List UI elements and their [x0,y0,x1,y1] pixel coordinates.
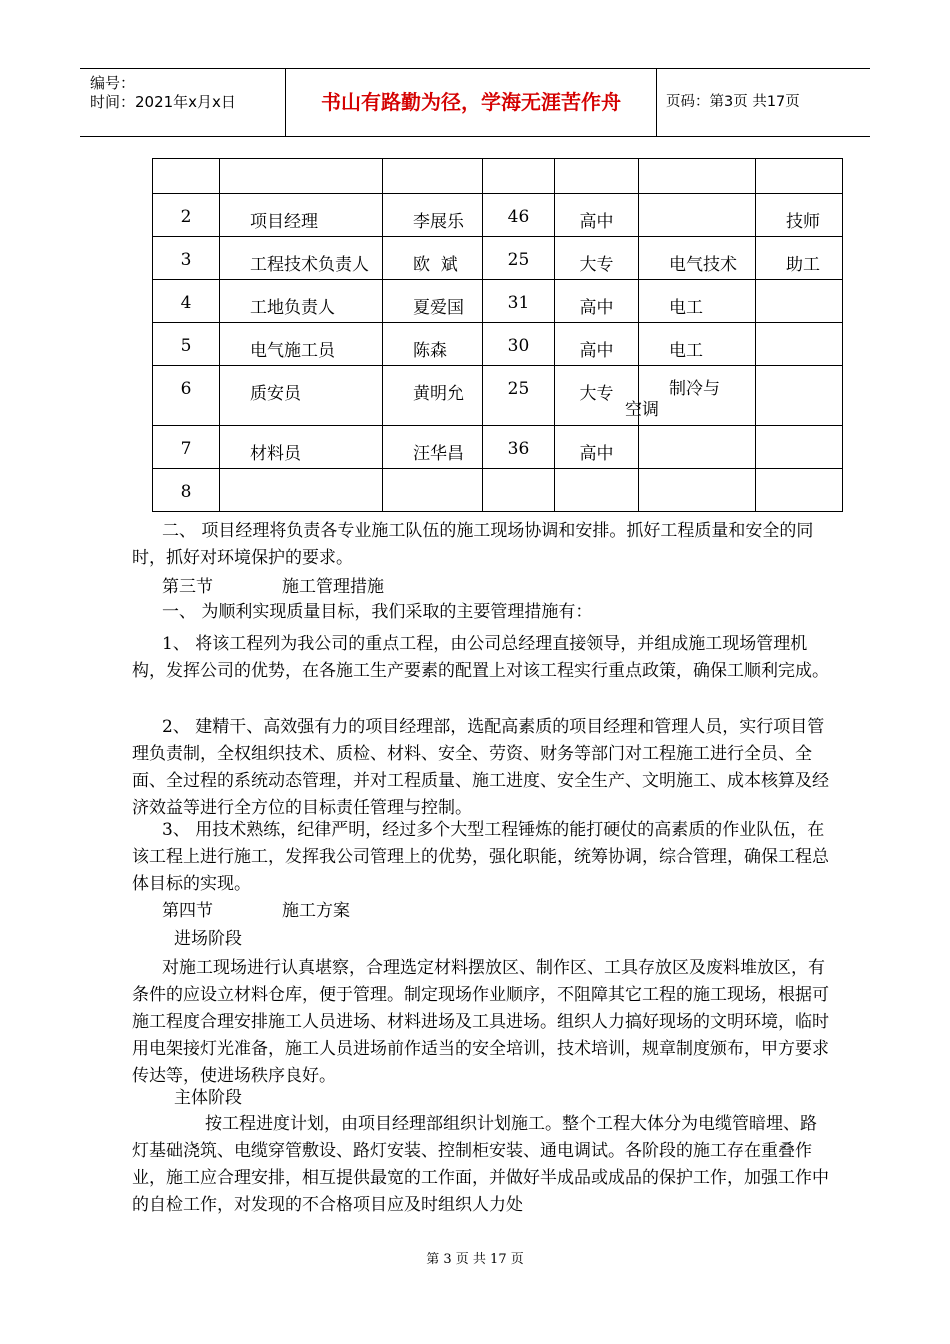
cell-education: 大专 [579,255,614,275]
cell-role: 工地负责人 [250,298,335,318]
cell-no: 3 [180,250,192,270]
table-row [153,280,843,323]
table-row [153,159,843,194]
cell-education: 高中 [579,298,614,318]
cell-name: 李展乐 [413,212,464,232]
number-label: 编号： [90,74,136,92]
cell-no: 8 [180,482,192,502]
cell-no: 6 [180,379,192,399]
cell-title: 技师 [786,212,820,232]
cell-title [756,323,842,336]
header-meta [80,69,285,136]
staff-table [152,158,843,512]
cell-education: 高中 [579,341,614,361]
cell-education: 高中 [579,212,614,232]
page-footer: 第 3 页 共 17 页 [426,1252,524,1267]
table-row [153,194,843,237]
cell-title [756,280,842,293]
paragraph-measure-2: 2、 建精干、高效强有力的项目经理部，选配高素质的项目经理和管理人员，实行项目管理负责制，全权组织技术、质检、材料、安全、劳资、财务等部门对工程施工进行全员、全面、全过程的系统动态管理，并对工程质量、施工进度、安全生产、文明施工、成本核算及经济效益等进行全方位的目标责任管理与控制。 [132,717,829,818]
cell-specialty: 制冷与空调 [625,379,720,420]
cell-age: 46 [507,207,530,227]
paragraph-entry-stage: 对施工现场进行认真堪察，合理选定材料摆放区、制作区、工具存放区及废料堆放区，有条件的应设立材料仓库，便于管理。制定现场作业顺序，不阻障其它工程的施工现场，根据可施工程度合理安排施工人员进场、材料进场及工具进场。组织人力搞好现场的文明环境，临时用电架接灯光准备，施工人员进场前作适当的安全培训，技术培训，规章制度颁布，甲方要求传达等，使进场秩序良好。 [132,958,829,1086]
cell-age: 25 [507,250,530,270]
section-3-title: 施工管理措施 [282,577,384,597]
cell-role: 材料员 [250,444,301,464]
page-header [80,68,870,137]
table-row [153,366,843,426]
cell-name: 欧 斌 [413,255,458,275]
cell-name: 汪华昌 [413,444,464,464]
cell-no: 7 [180,439,192,459]
cell-name: 黄明允 [413,384,464,404]
cell-role: 电气施工员 [250,341,335,361]
paragraph-measure-1: 1、 将该工程列为我公司的重点工程，由公司总经理直接领导，并组成施工现场管理机构，发挥公司的优势，在各施工生产要素的配置上对该工程实行重点政策，确保工顺利完成。 [132,634,829,681]
cell-title [756,426,842,439]
cell-education: 大专 [579,384,614,404]
section-4-title: 施工方案 [282,901,350,921]
cell-title [756,366,842,379]
stage-main-heading: 主体阶段 [174,1088,242,1108]
cell-age: 31 [507,293,530,313]
paragraph-measure-3: 3、 用技术熟练，纪律严明，经过多个大型工程锤炼的能打硬仗的高素质的作业队伍，在该工程上进行施工，发挥我公司管理上的优势，强化职能，统筹协调，综合管理，确保工程总体目标的实现。 [132,820,829,894]
cell-role: 质安员 [250,384,301,404]
cell-name: 夏爱国 [413,298,464,318]
cell-education: 高中 [579,444,614,464]
cell-age: 36 [507,439,530,459]
cell-specialty: 电工 [669,341,703,361]
cell-no: 5 [180,336,192,356]
table-row [153,469,843,512]
paragraph-main-stage: 按工程进度计划，由项目经理部组织计划施工。整个工程大体分为电缆管暗埋、路灯基础浇筑、电缆穿管敷设、路灯安装、控制柜安装、通电调试。各阶段的施工存在重叠作业，施工应合理安排，相互提供最宽的工作面，并做好半成品或成品的保护工作，加强工作中的自检工作，对发现的不合格项目应及时组织人力处 [132,1114,829,1215]
section-3-number: 第三节 [162,577,213,597]
time-label: 时间：2021年x月x日 [90,93,236,111]
stage-entry-heading: 进场阶段 [174,929,242,949]
cell-age: 25 [507,379,530,399]
cell-role: 工程技术负责人 [250,255,369,275]
table-row [153,237,843,280]
cell-no: 4 [180,293,192,313]
table-row [153,323,843,366]
section-4-number: 第四节 [162,901,213,921]
cell-name: 陈森 [413,341,447,361]
table-row [153,426,843,469]
paragraph-coordination: 二、 项目经理将负责各专业施工队伍的施工现场协调和安排。抓好工程质量和安全的同时，抓好对环境保护的要求。 [132,521,814,568]
cell-specialty [639,194,755,207]
cell-specialty [639,426,755,439]
cell-specialty: 电工 [669,298,703,318]
cell-title: 助工 [786,255,820,275]
header-motto: 书山有路勤为径，学海无涯苦作舟 [321,90,621,114]
header-page-label: 页码：第3页 共17页 [666,94,800,110]
cell-age: 30 [507,336,530,356]
paragraph-measures-intro: 一、 为顺利实现质量目标，我们采取的主要管理措施有： [162,602,593,622]
cell-no: 2 [180,207,192,227]
header-divider [656,69,657,136]
cell-specialty: 电气技术 [669,255,737,275]
cell-role: 项目经理 [250,212,318,232]
